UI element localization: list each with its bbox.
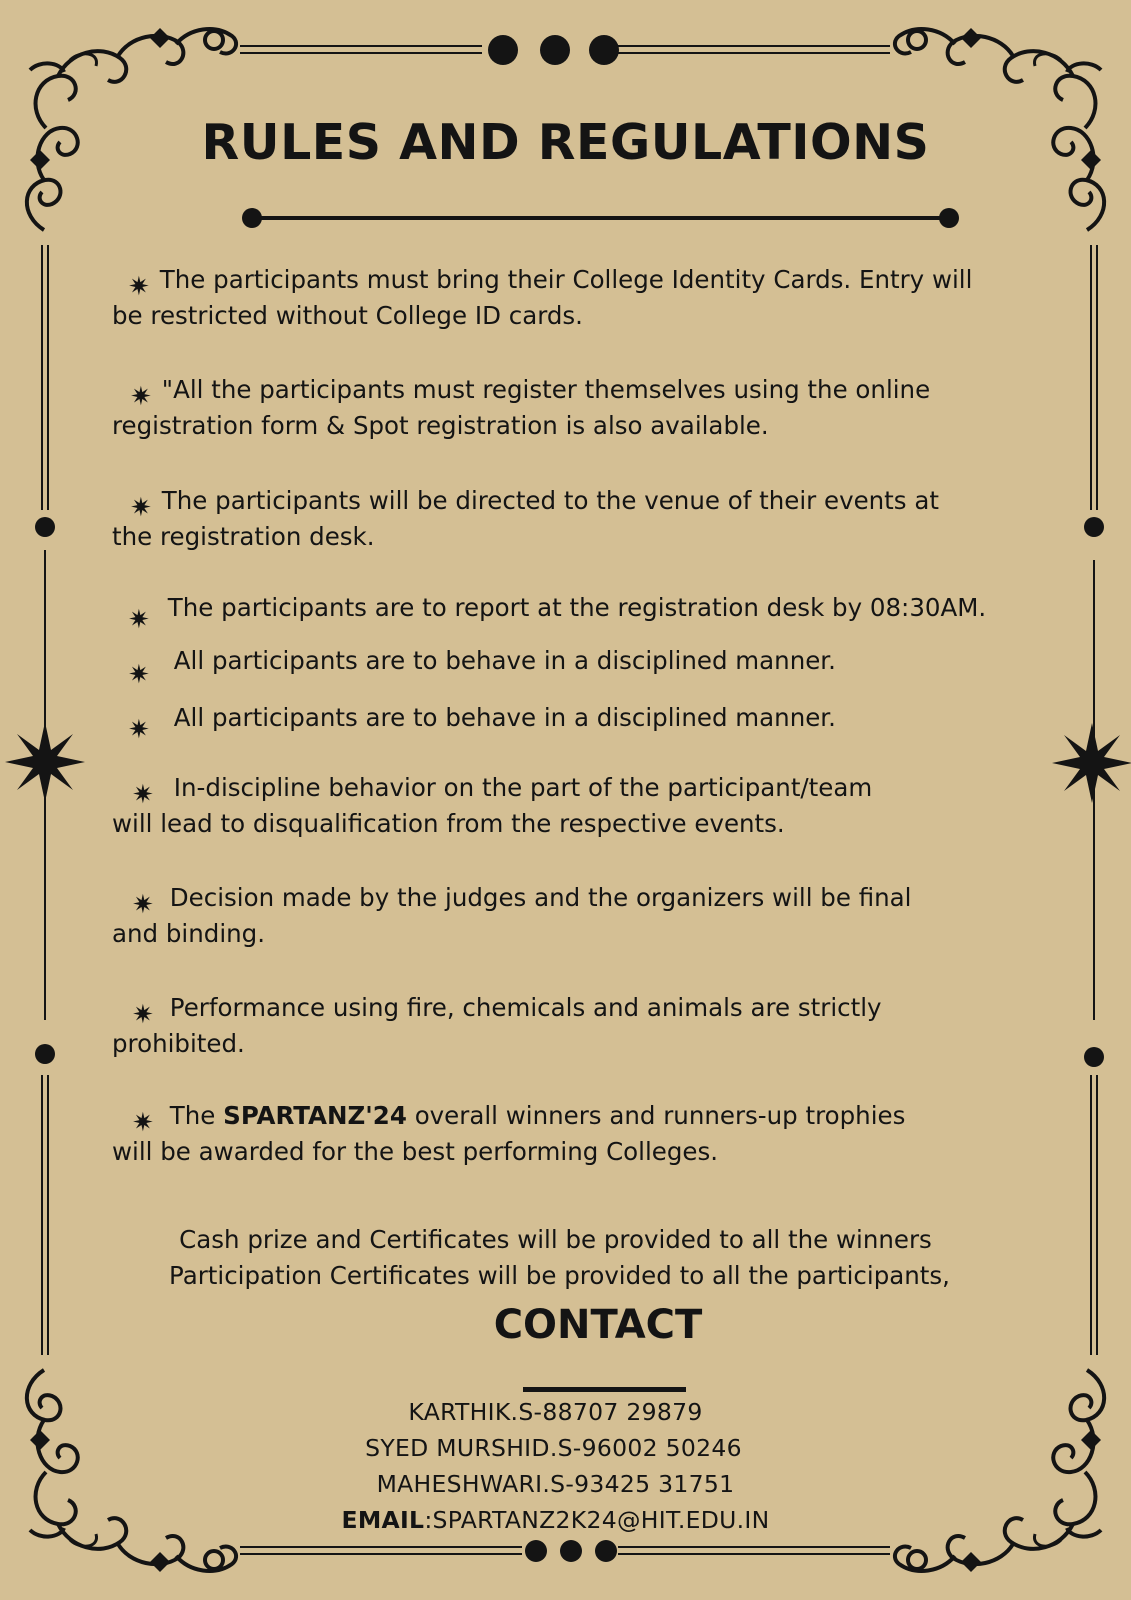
six-point-star-icon: ✷ — [128, 715, 150, 745]
rule-item: ✷ In-discipline behavior on the part of the participant/team will lead to disqualification from the respective events. — [112, 773, 873, 838]
six-point-star-icon: ✷ — [132, 890, 154, 920]
six-point-star-icon: ✷ — [130, 493, 152, 523]
prize-line: Cash prize and Certificates will be provided to all the winners — [179, 1225, 932, 1254]
contact-divider — [523, 1387, 686, 1392]
six-point-star-icon: ✷ — [132, 1000, 154, 1030]
rule-item: ✷ Performance using fire, chemicals and animals are strictly prohibited. — [112, 993, 882, 1058]
contact-heading: CONTACT — [493, 1302, 703, 1348]
rule-item: ✷ "All the participants must register themselves using the online registration form & Spot registration is also available. — [112, 375, 931, 440]
six-point-star-icon: ✷ — [128, 272, 150, 302]
rule-item: ✷ The participants are to report at the registration desk by 08:30AM. — [128, 593, 987, 635]
email-label: EMAIL — [341, 1506, 425, 1534]
rule-item: ✷ Decision made by the judges and the organizers will be final and binding. — [112, 883, 912, 948]
contact-email — [0, 1502, 1121, 1538]
contact-person: MAHESHWARI.S-93425 31751 — [376, 1470, 735, 1498]
rule-item: ✷ The SPARTANZ'24 overall winners and runners-up trophies will be awarded for the best performing Colleges. — [112, 1101, 906, 1166]
rule-item: ✷ The participants must bring their College Identity Cards. Entry will be restricted without College ID cards. — [112, 265, 973, 330]
six-point-star-icon: ✷ — [130, 382, 152, 412]
email-value[interactable]: :SPARTANZ2K24@HIT.EDU.IN — [424, 1506, 770, 1534]
rule-item: ✷ All participants are to behave in a disciplined manner. — [128, 703, 836, 745]
contact-person: SYED MURSHID.S-96002 50246 — [365, 1434, 742, 1462]
six-point-star-icon: ✷ — [132, 780, 154, 810]
six-point-star-icon: ✷ — [132, 1108, 154, 1138]
six-point-star-icon: ✷ — [128, 660, 150, 690]
rule-item: ✷ The participants will be directed to the venue of their events at the registration desk. — [112, 486, 939, 551]
participation-line: Participation Certificates will be provided to all the participants, — [169, 1261, 950, 1290]
rule-item: ✷ All participants are to behave in a disciplined manner. — [128, 646, 836, 690]
contact-person: KARTHIK.S-88707 29879 — [408, 1398, 703, 1426]
page-title: RULES AND REGULATIONS — [201, 114, 930, 171]
six-point-star-icon: ✷ — [128, 605, 150, 635]
event-name: SPARTANZ'24 — [223, 1101, 407, 1130]
